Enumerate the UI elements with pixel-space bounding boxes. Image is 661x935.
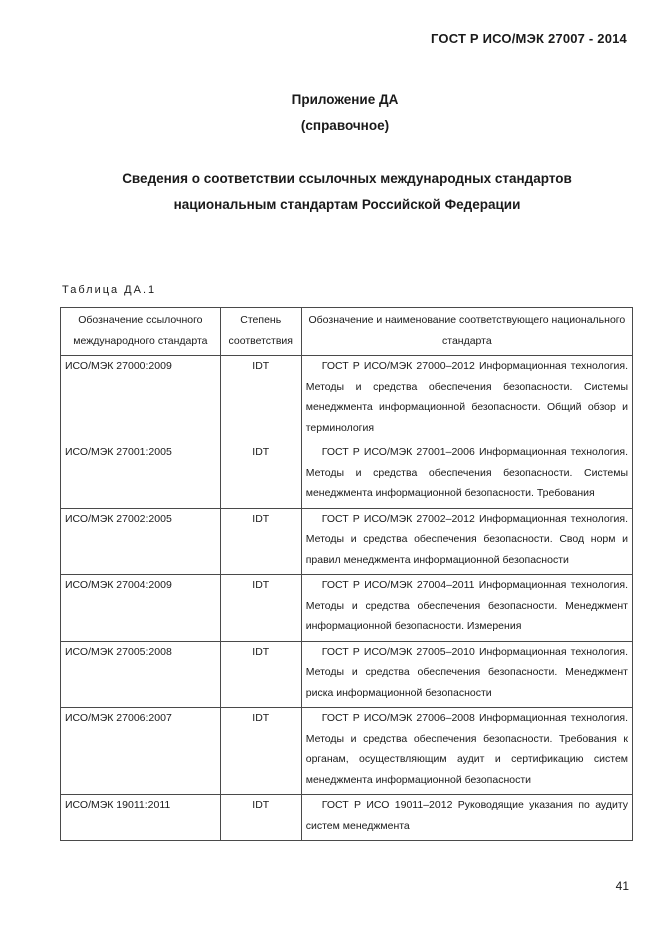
cell-reference: ИСО/МЭК 27004:2009 bbox=[61, 575, 221, 642]
cell-degree: IDT bbox=[220, 575, 301, 642]
table-row bbox=[61, 442, 633, 508]
cell-national-standard: ГОСТ Р ИСО/МЭК 27006–2008 Информационная технология. Методы и средства обеспечения безопасности. Требования к органам, осуществляющим аудит и сертификацию систем менеджмента информационной безопасности bbox=[301, 708, 632, 795]
correspondence-table bbox=[60, 307, 633, 841]
cell-national-standard: ГОСТ Р ИСО/МЭК 27004–2011 Информационная технология. Методы и средства обеспечения безопасности. Менеджмент информационной безопасности. Измерения bbox=[301, 575, 632, 642]
cell-degree: IDT bbox=[220, 641, 301, 708]
table-row bbox=[61, 356, 633, 443]
cell-national-standard: ГОСТ Р ИСО 19011–2012 Руководящие указания по аудиту систем менеджмента bbox=[301, 795, 632, 841]
table-row bbox=[61, 708, 633, 795]
cell-degree: IDT bbox=[220, 442, 301, 508]
table-label: Таблица ДА.1 bbox=[62, 284, 157, 296]
annex-subtitle: (справочное) bbox=[300, 118, 390, 133]
header-national-standard: Обозначение и наименование соответствующего национального стандарта bbox=[301, 308, 632, 356]
header-international-standard: Обозначение ссылочного международного стандарта bbox=[61, 308, 221, 356]
cell-national-standard: ГОСТ Р ИСО/МЭК 27001–2006 Информационная технология. Методы и средства обеспечения безопасности. Системы менеджмента информационной безопасности. Требования bbox=[301, 442, 632, 508]
cell-degree: IDT bbox=[220, 356, 301, 443]
cell-national-standard: ГОСТ Р ИСО/МЭК 27005–2010 Информационная технология. Методы и средства обеспечения безопасности. Менеджмент риска информационной безопасности bbox=[301, 641, 632, 708]
cell-reference: ИСО/МЭК 27001:2005 bbox=[61, 442, 221, 508]
table-row bbox=[61, 641, 633, 708]
cell-degree: IDT bbox=[220, 508, 301, 575]
annex-title: Приложение ДА bbox=[291, 92, 399, 107]
cell-reference: ИСО/МЭК 27002:2005 bbox=[61, 508, 221, 575]
table-row bbox=[61, 575, 633, 642]
cell-reference: ИСО/МЭК 27006:2007 bbox=[61, 708, 221, 795]
header-degree-of-correspondence: Степень соответствия bbox=[220, 308, 301, 356]
cell-reference: ИСО/МЭК 19011:2011 bbox=[61, 795, 221, 841]
cell-reference: ИСО/МЭК 27000:2009 bbox=[61, 356, 221, 443]
page-number: 41 bbox=[615, 879, 629, 893]
table-row bbox=[61, 795, 633, 841]
document-code: ГОСТ Р ИСО/МЭК 27007 - 2014 bbox=[431, 31, 627, 46]
cell-reference: ИСО/МЭК 27005:2008 bbox=[61, 641, 221, 708]
table-header-row bbox=[61, 308, 633, 356]
section-heading-line-1: Сведения о соответствии ссылочных международных стандартов bbox=[122, 171, 572, 186]
cell-national-standard: ГОСТ Р ИСО/МЭК 27000–2012 Информационная технология. Методы и средства обеспечения безопасности. Системы менеджмента информационной безопасности. Общий обзор и терминология bbox=[301, 356, 632, 443]
section-heading-line-2: национальным стандартам Российской Федерации bbox=[173, 197, 521, 212]
cell-national-standard: ГОСТ Р ИСО/МЭК 27002–2012 Информационная технология. Методы и средства обеспечения безопасности. Свод норм и правил менеджмента информационной безопасности bbox=[301, 508, 632, 575]
section-heading bbox=[0, 166, 661, 218]
cell-degree: IDT bbox=[220, 708, 301, 795]
table-row bbox=[61, 508, 633, 575]
cell-degree: IDT bbox=[220, 795, 301, 841]
